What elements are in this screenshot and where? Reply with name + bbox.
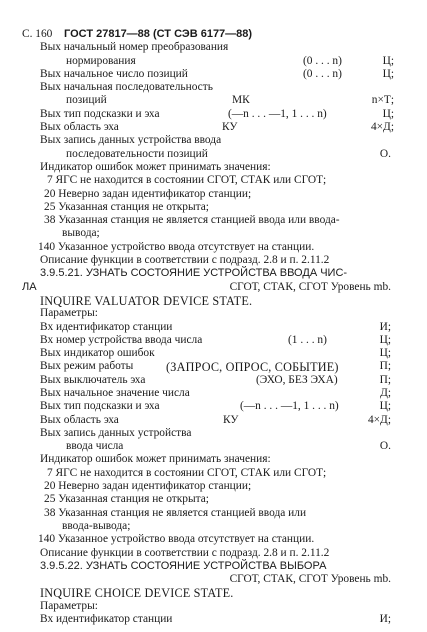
param-label: Вых тип подсказки и эха — [40, 400, 160, 412]
param-type: Ц; — [382, 68, 394, 80]
error-item: 20 Неверно задан идентификатор станции; — [44, 188, 252, 200]
text-line — [0, 308, 427, 322]
param-label: Вых выключатель эха — [40, 374, 146, 386]
param-label: нормирования — [66, 55, 136, 67]
text-line — [0, 95, 427, 109]
text-line — [0, 428, 427, 442]
param-label: позиций — [66, 94, 107, 106]
param-range: (ЭХО, БЕЗ ЭХА) — [256, 374, 338, 386]
text-line — [0, 361, 427, 375]
text-line — [0, 454, 427, 468]
section-states: СГОТ, СТАК, СГОТ Уровень mb. — [229, 281, 391, 293]
param-range: КУ — [223, 414, 239, 426]
error-item: ввода-вывода; — [62, 520, 131, 532]
param-label: Вых область эха — [40, 121, 119, 133]
section-states: СГОТ, СТАК, СГОТ Уровень mb. — [229, 573, 391, 585]
params-heading: Параметры: — [40, 600, 98, 612]
body-text: Описание функции в соответствии с подразд. 2.8 и п. 2.11.2 — [40, 254, 330, 266]
section-title: 3.9.5.22. УЗНАТЬ СОСТОЯНИЕ УСТРОЙСТВА ВЫБОРА — [40, 560, 327, 572]
section-title-cont: ЛА — [22, 281, 37, 293]
param-range: (1 . . . n) — [288, 334, 327, 346]
text-line — [0, 494, 427, 508]
error-item: 25 Указанная станция не открыта; — [44, 201, 209, 213]
param-label: Вх идентификатор станции — [40, 321, 173, 333]
param-type: Ц; — [382, 55, 394, 67]
param-range: (0 . . . n) — [303, 68, 342, 80]
error-item: 7 ЯГС не находится в состоянии СГОТ, СТАК или СГОТ; — [47, 467, 327, 479]
param-label: Вых тип подсказки и эха — [40, 108, 160, 120]
param-label: Вх номер устройства ввода числа — [40, 334, 203, 346]
param-type: Д; — [380, 387, 391, 399]
param-label: Вых режим работы — [40, 360, 134, 372]
error-item: 140 Указанное устройство ввода отсутствует на станции. — [38, 241, 315, 253]
text-line — [0, 401, 427, 415]
error-item: 7 ЯГС не находится в состоянии СГОТ, СТАК или СГОТ; — [47, 174, 327, 186]
param-label: Вх идентификатор станции — [40, 613, 173, 625]
standard-code: ГОСТ 27817—88 (СТ СЭВ 6177—88) — [64, 28, 253, 40]
text-line — [0, 614, 427, 628]
text-line — [0, 587, 427, 601]
param-type: Ц; — [379, 347, 391, 359]
param-type: n×Т; — [371, 94, 394, 106]
param-label: Вых запись данных устройства — [40, 427, 192, 439]
params-heading: Параметры: — [40, 307, 98, 319]
param-label: Вых начальное значение числа — [40, 387, 190, 399]
param-label: ввода числа — [66, 440, 124, 452]
param-range: (—n . . . —1, 1 . . . n) — [228, 108, 327, 120]
param-label: последовательности позиций — [66, 148, 208, 160]
function-name: INQUIRE CHOICE DEVICE STATE. — [40, 586, 234, 600]
page-number: С. 160 — [22, 28, 53, 40]
text-line — [0, 228, 427, 242]
param-type: И; — [379, 321, 391, 333]
param-type: И; — [379, 613, 391, 625]
param-type: О. — [379, 440, 391, 452]
body-text: Индикатор ошибок может принимать значения: — [40, 161, 271, 173]
param-type: 4×Д; — [370, 121, 394, 133]
text-line — [0, 82, 427, 96]
param-range: КУ — [222, 121, 238, 133]
error-item: 140 Указанное устройство ввода отсутствует на станции. — [38, 533, 315, 545]
section-heading — [0, 268, 427, 282]
text-line — [0, 42, 427, 56]
body-text: Индикатор ошибок может принимать значения: — [40, 453, 271, 465]
param-label: Вых начальная последовательность — [40, 81, 213, 93]
error-item: 38 Указанная станция не является станцией ввода или — [44, 507, 307, 519]
param-range: (ЗАПРОС, ОПРОС, СОБЫТИЕ) — [166, 360, 339, 374]
param-type: П; — [379, 360, 391, 372]
text-line — [0, 175, 427, 189]
param-range: (—n . . . —1, 1 . . . n) — [240, 400, 339, 412]
error-item: 20 Неверно задан идентификатор станции; — [44, 480, 252, 492]
param-type: 4×Д; — [367, 414, 391, 426]
param-type: Ц; — [379, 400, 391, 412]
error-item: 38 Указанная станция не является станцией ввода или ввода- — [44, 214, 340, 226]
param-range: МК — [232, 94, 250, 106]
param-label: Вых область эха — [40, 414, 119, 426]
error-item: вывода; — [62, 227, 100, 239]
param-label: Вых начальный номер преобразования — [40, 41, 229, 53]
param-range: (0 . . . n) — [303, 55, 342, 67]
param-type: П; — [379, 374, 391, 386]
param-label: Вых начальное число позиций — [40, 68, 188, 80]
section-title: 3.9.5.21. УЗНАТЬ СОСТОЯНИЕ УСТРОЙСТВА ВВОДА ЧИС- — [40, 267, 348, 279]
param-type: Ц; — [382, 108, 394, 120]
function-name: INQUIRE VALUATOR DEVICE STATE. — [40, 294, 253, 308]
param-type: Ц; — [379, 334, 391, 346]
body-text: Описание функции в соответствии с подразд. 2.8 и п. 2.11.2 — [40, 547, 330, 559]
param-label: Вых индикатор ошибок — [40, 347, 155, 359]
param-label: Вых запись данных устройства ввода — [40, 134, 222, 146]
text-line — [0, 135, 427, 149]
text-line — [0, 534, 427, 548]
param-type: О. — [379, 148, 391, 160]
error-item: 25 Указанная станция не открыта; — [44, 493, 209, 505]
